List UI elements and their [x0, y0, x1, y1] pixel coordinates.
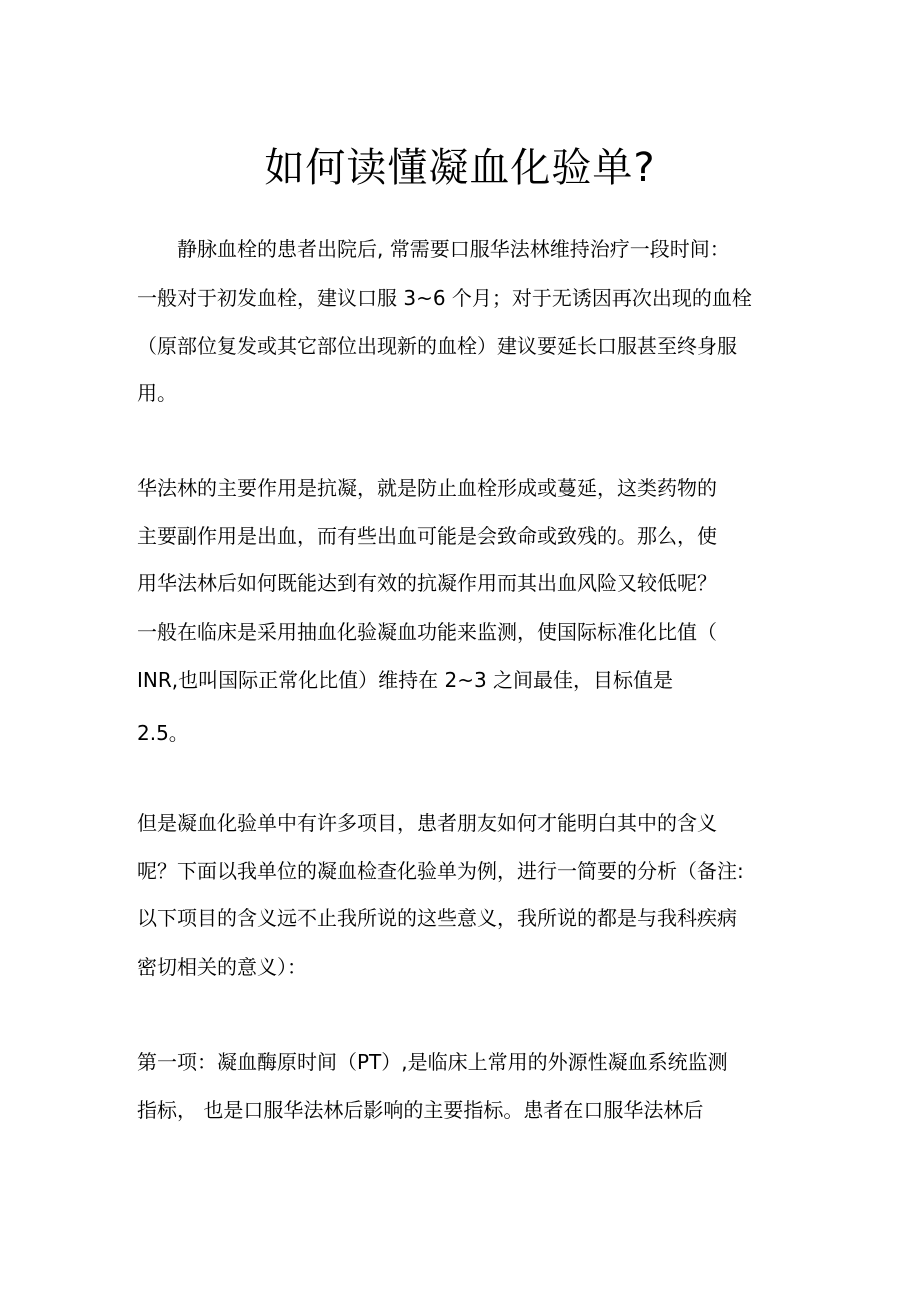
paragraph-2-line-1: 华法林的主要作用是抗凝，就是防止血栓形成或蔓延，这类药物的 — [137, 476, 717, 500]
paragraph-1-line-4: 用。 — [137, 381, 177, 405]
paragraph-3-line-4: 密切相关的意义）： — [137, 955, 307, 979]
paragraph-1-line-2: 一般对于初发血栓，建议口服 3~6 个月；对于无诱因再次出现的血栓 — [137, 286, 752, 310]
paragraph-1-line-3: （原部位复发或其它部位出现新的血栓）建议要延长口服甚至终身服 — [137, 334, 737, 358]
paragraph-2-line-3: 用华法林后如何既能达到有效的抗凝作用而其出血风险又较低呢？ — [137, 571, 717, 595]
paragraph-4-line-2: 指标， 也是口服华法林后影响的主要指标。患者在口服华法林后 — [137, 1098, 704, 1122]
paragraph-3-line-1: 但是凝血化验单中有许多项目，患者朋友如何才能明白其中的含义 — [137, 811, 717, 835]
paragraph-2-line-4: 一般在临床是采用抽血化验凝血功能来监测，使国际标准化比值（ — [137, 620, 717, 644]
paragraph-1-line-1: 静脉血栓的患者出院后, 常需要口服华法林维持治疗一段时间： — [177, 237, 730, 261]
paragraph-2-line-2: 主要副作用是出血，而有些出血可能是会致命或致残的。那么，使 — [137, 524, 717, 548]
document-title: 如何读懂凝血化验单? — [264, 145, 656, 191]
paragraph-2-line-6: 2.5。 — [137, 721, 189, 745]
paragraph-2-line-5: INR,也叫国际正常化比值）维持在 2~3 之间最佳，目标值是 — [137, 668, 674, 692]
paragraph-3-line-2: 呢？下面以我单位的凝血检查化验单为例，进行一简要的分析（备注: — [137, 859, 744, 883]
paragraph-3-line-3: 以下项目的含义远不止我所说的这些意义，我所说的都是与我科疾病 — [137, 906, 737, 930]
paragraph-4-line-1: 第一项：凝血酶原时间（PT）,是临床上常用的外源性凝血系统监测 — [137, 1050, 728, 1074]
